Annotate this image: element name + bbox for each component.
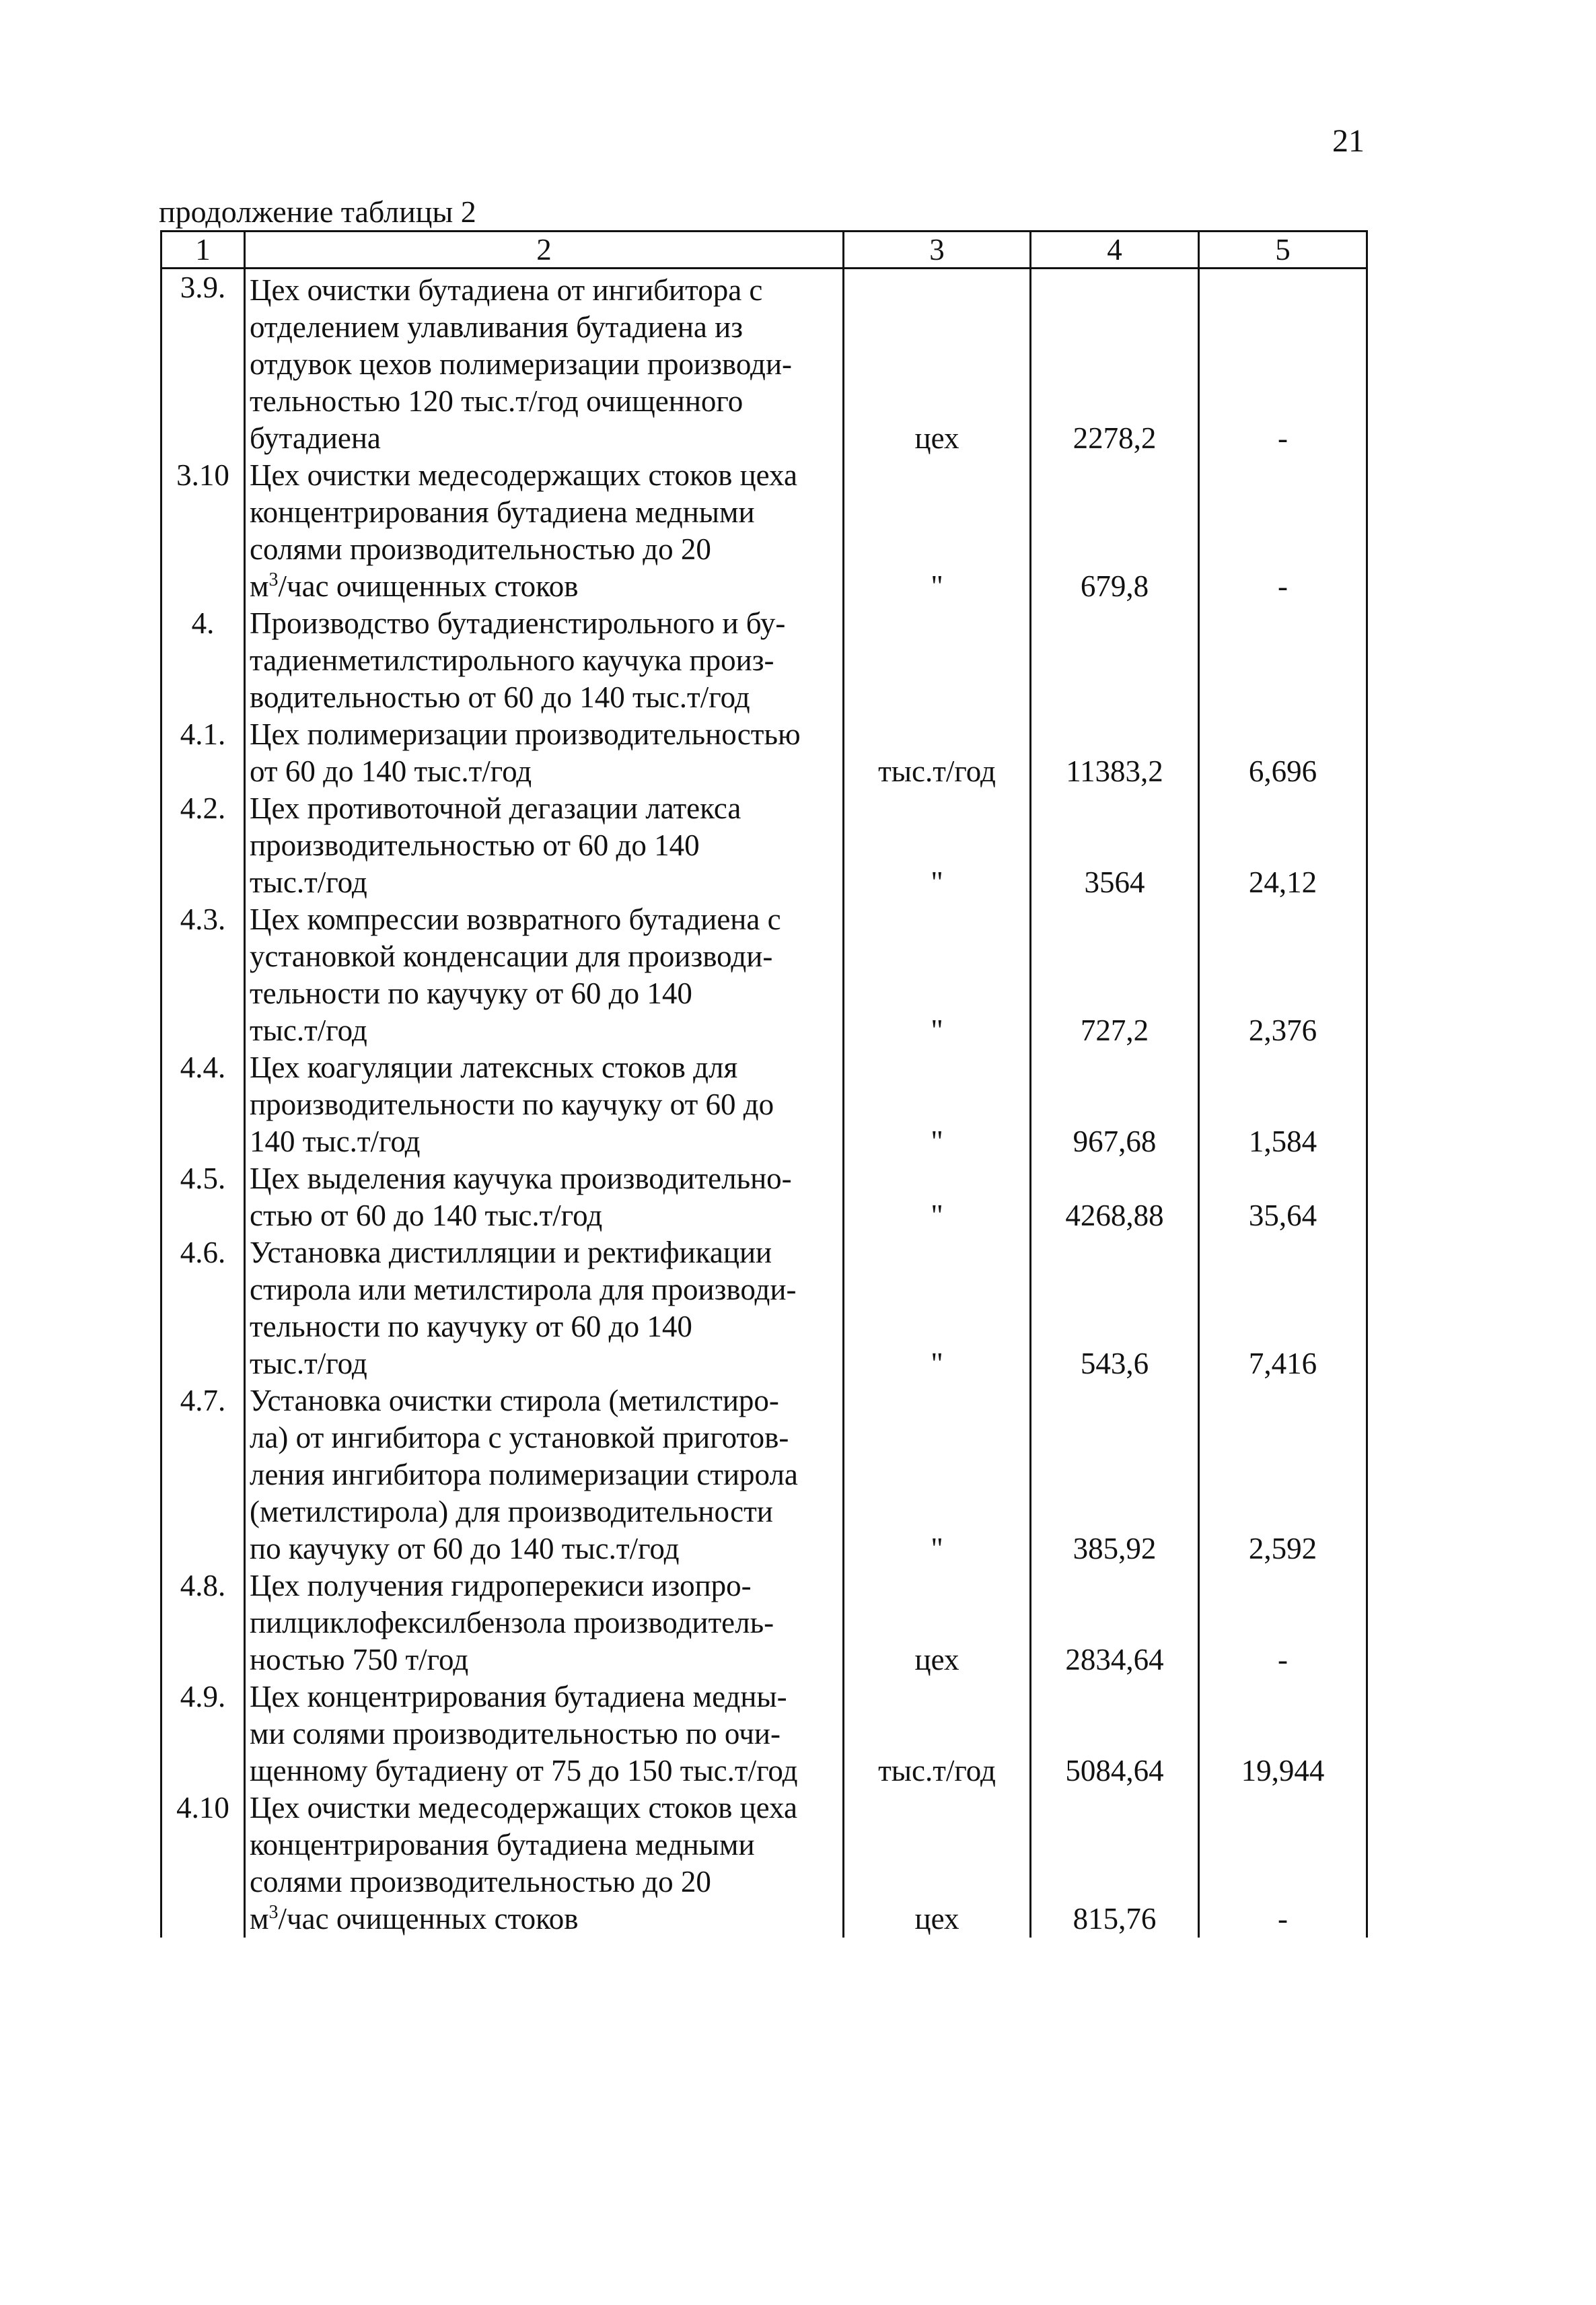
table-row: [161, 1234, 1367, 1382]
description-line: тадиенметилстирольного каучука произ-: [250, 643, 774, 677]
description-line: от 60 до 140 тыс.т/год: [250, 754, 532, 788]
row-description: [245, 1567, 844, 1678]
rate-cell: [1199, 605, 1367, 716]
column-header: 5: [1199, 232, 1367, 269]
value-cell: 5084,64: [1031, 1678, 1199, 1789]
rate-cell: 6,696: [1199, 716, 1367, 790]
row-number: 3.9.: [161, 269, 245, 458]
description-line: тыс.т/год: [250, 1347, 367, 1380]
value-cell: 2834,64: [1031, 1567, 1199, 1678]
unit-cell: цех: [844, 269, 1031, 458]
description-line: Цех очистки медесодержащих стоков цеха: [250, 1791, 797, 1824]
data-table: [160, 230, 1368, 1938]
value-cell: 679,8: [1031, 457, 1199, 605]
column-header: 4: [1031, 232, 1199, 269]
rate-cell: 24,12: [1199, 790, 1367, 901]
value-cell: 2278,2: [1031, 269, 1199, 458]
table-row: [161, 605, 1367, 716]
value-cell: 967,68: [1031, 1049, 1199, 1160]
description-line: солями производительностью до 20: [250, 1865, 711, 1899]
unit-cell: [844, 605, 1031, 716]
table-row: [161, 1160, 1367, 1234]
row-number: 4.: [161, 605, 245, 716]
value-cell: 815,76: [1031, 1789, 1199, 1938]
unit-cell: ": [844, 1160, 1031, 1234]
unit-cell: цех: [844, 1789, 1031, 1938]
row-description: [245, 269, 844, 458]
description-line: Цех выделения каучука производительно-: [250, 1162, 792, 1195]
row-description: [245, 1160, 844, 1234]
row-number: 4.2.: [161, 790, 245, 901]
row-description: [245, 1789, 844, 1938]
rate-cell: -: [1199, 1567, 1367, 1678]
table-row: [161, 1789, 1367, 1938]
description-line: Цех компрессии возвратного бутадиена с: [250, 902, 781, 936]
description-line: по каучуку от 60 до 140 тыс.т/год: [250, 1532, 680, 1565]
value-cell: 4268,88: [1031, 1160, 1199, 1234]
description-line: ла) от ингибитора с установкой приготов-: [250, 1421, 789, 1454]
description-line: Установка дистилляции и ректификации: [250, 1236, 772, 1269]
description-line: Цех коагуляции латексных стоков для: [250, 1051, 738, 1084]
row-description: [245, 790, 844, 901]
value-cell: 11383,2: [1031, 716, 1199, 790]
description-line: бутадиена: [250, 421, 381, 455]
unit-cell: ": [844, 790, 1031, 901]
row-description: [245, 1382, 844, 1567]
description-line: стью от 60 до 140 тыс.т/год: [250, 1199, 603, 1232]
row-number: 4.6.: [161, 1234, 245, 1382]
rate-cell: 2,376: [1199, 901, 1367, 1049]
value-cell: 727,2: [1031, 901, 1199, 1049]
description-line: Цех противоточной дегазации латекса: [250, 791, 741, 825]
row-number: 4.9.: [161, 1678, 245, 1789]
description-line: производительностью от 60 до 140: [250, 828, 700, 862]
description-line: концентрирования бутадиена медными: [250, 1828, 755, 1861]
unit-cell: ": [844, 1049, 1031, 1160]
column-header: 1: [161, 232, 245, 269]
table-row: [161, 1049, 1367, 1160]
unit-cell: цех: [844, 1567, 1031, 1678]
description-line: щенному бутадиену от 75 до 150 тыс.т/год: [250, 1754, 798, 1787]
row-number: 4.3.: [161, 901, 245, 1049]
description-line: 140 тыс.т/год: [250, 1125, 421, 1158]
table-row: [161, 790, 1367, 901]
description-line: Цех полимеризации производительностью: [250, 717, 801, 751]
description-line: водительностью от 60 до 140 тыс.т/год: [250, 680, 750, 714]
table-row: [161, 1678, 1367, 1789]
column-header: 3: [844, 232, 1031, 269]
unit-cell: ": [844, 1234, 1031, 1382]
description-line: тыс.т/год: [250, 1014, 367, 1047]
description-line: Цех получения гидроперекиси изопро-: [250, 1569, 752, 1602]
table-header: [161, 232, 1367, 269]
value-cell: [1031, 605, 1199, 716]
table-body: [161, 269, 1367, 1938]
row-description: [245, 1678, 844, 1789]
row-description: [245, 1234, 844, 1382]
description-line: ми солями производительностью по очи-: [250, 1717, 781, 1750]
description-line: тельности по каучуку от 60 до 140: [250, 977, 692, 1010]
row-description: [245, 457, 844, 605]
row-number: 4.4.: [161, 1049, 245, 1160]
unit-cell: ": [844, 1382, 1031, 1567]
description-line: ностью 750 т/год: [250, 1643, 469, 1676]
table-row: [161, 901, 1367, 1049]
description-line: установкой конденсации для производи-: [250, 939, 773, 973]
row-description: [245, 716, 844, 790]
header-row: [161, 232, 1367, 269]
unit-cell: ": [844, 901, 1031, 1049]
unit-cell: тыс.т/год: [844, 716, 1031, 790]
table-row: [161, 716, 1367, 790]
description-line: тельностью 120 тыс.т/год очищенного: [250, 384, 743, 418]
description-line: тельности по каучуку от 60 до 140: [250, 1310, 692, 1343]
description-line: стирола или метилстирола для производи-: [250, 1273, 797, 1306]
table-caption: продолжение таблицы 2: [159, 194, 476, 229]
description-line: Цех концентрирования бутадиена медны-: [250, 1680, 787, 1713]
rate-cell: 35,64: [1199, 1160, 1367, 1234]
description-line: тыс.т/год: [250, 865, 367, 899]
description-line: ления ингибитора полимеризации стирола: [250, 1458, 798, 1491]
rate-cell: 1,584: [1199, 1049, 1367, 1160]
row-number: 4.1.: [161, 716, 245, 790]
table-row: [161, 1567, 1367, 1678]
column-header: 2: [245, 232, 844, 269]
description-line: отдувок цехов полимеризации производи-: [250, 347, 793, 381]
rate-cell: -: [1199, 1789, 1367, 1938]
row-number: 4.8.: [161, 1567, 245, 1678]
description-line: $м^3$/час очищенных стоков: [250, 1902, 579, 1936]
description-line: концентрирования бутадиена медными: [250, 495, 755, 529]
description-line: $м^3$/час очищенных стоков: [250, 569, 579, 603]
description-line: Цех очистки медесодержащих стоков цеха: [250, 458, 797, 492]
row-number: 4.7.: [161, 1382, 245, 1567]
table-row: [161, 269, 1367, 458]
description-line: производительности по каучуку от 60 до: [250, 1088, 774, 1121]
unit-cell: тыс.т/год: [844, 1678, 1031, 1789]
description-line: (метилстирола) для производительности: [250, 1495, 773, 1528]
row-number: 4.5.: [161, 1160, 245, 1234]
rate-cell: -: [1199, 457, 1367, 605]
description-line: Установка очистки стирола (метилстиро-: [250, 1384, 779, 1417]
row-description: [245, 605, 844, 716]
row-description: [245, 1049, 844, 1160]
value-cell: 3564: [1031, 790, 1199, 901]
row-number: 4.10: [161, 1789, 245, 1938]
table-row: [161, 457, 1367, 605]
table-row: [161, 1382, 1367, 1567]
rate-cell: 19,944: [1199, 1678, 1367, 1789]
value-cell: 543,6: [1031, 1234, 1199, 1382]
row-number: 3.10: [161, 457, 245, 605]
description-line: пилциклофексилбензола производитель-: [250, 1606, 774, 1639]
description-line: отделением улавливания бутадиена из: [250, 310, 743, 344]
value-cell: 385,92: [1031, 1382, 1199, 1567]
description-line: Производство бутадиенстирольного и бу-: [250, 606, 786, 640]
description-line: Цех очистки бутадиена от ингибитора с: [250, 273, 763, 307]
rate-cell: 2,592: [1199, 1382, 1367, 1567]
unit-cell: ": [844, 457, 1031, 605]
description-line: солями производительностью до 20: [250, 532, 711, 566]
rate-cell: 7,416: [1199, 1234, 1367, 1382]
row-description: [245, 901, 844, 1049]
page-number: 21: [1332, 123, 1365, 159]
rate-cell: -: [1199, 269, 1367, 458]
